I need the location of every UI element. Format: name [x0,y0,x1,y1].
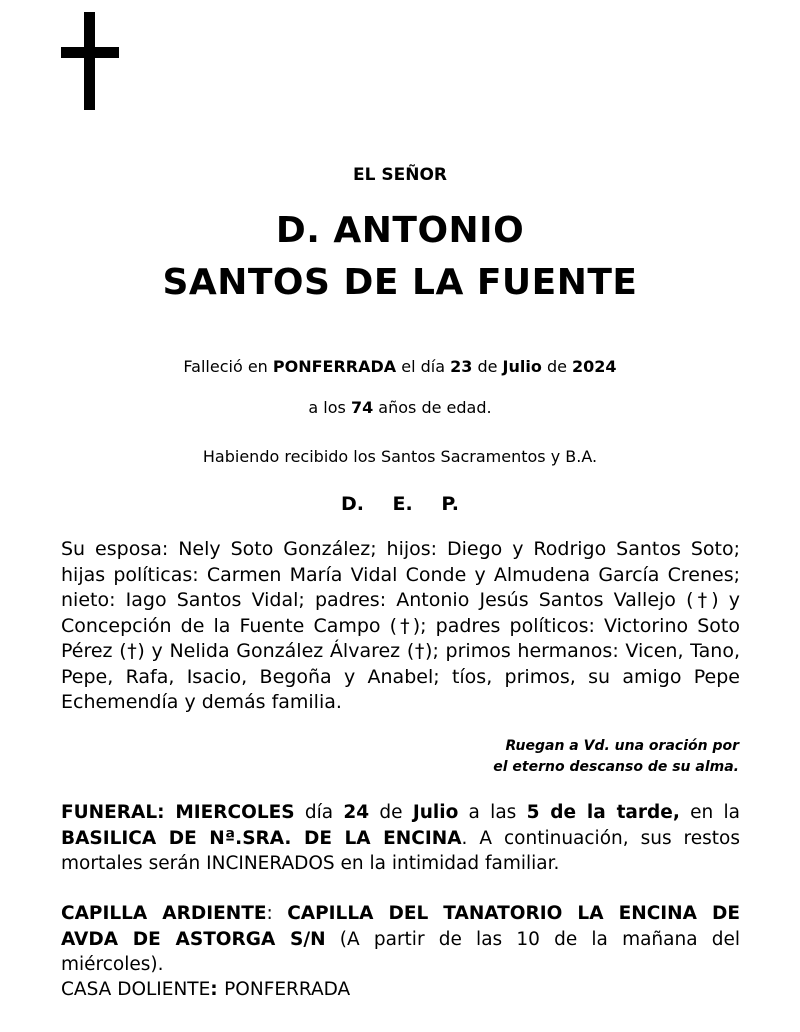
funeral-label: FUNERAL: MIERCOLES [61,802,295,823]
prayer-line1: Ruegan a Vd. una oración por [505,738,739,754]
funeral-place: BASILICA DE Nª.SRA. DE LA ENCINA [61,827,462,849]
house-label: CASA DOLIENTE [61,979,211,1000]
chapel-place: CAPILLA DEL TANATORIO LA ENCINA DE AVDA DE ASTORGA S/N [61,903,741,950]
death-line: Falleció en PONFERRADA el día 23 de Julio de 2024 [183,357,617,376]
funeral-paragraph: FUNERAL: MIERCOLES día 24 de Julio a las 5 de la tarde, en la BASILICA DE Nª.SRA. DE LA ENCINA. A continuación, sus restos mortales serán INCINERADOS en la intimidad familiar. [61,802,741,874]
family-paragraph: Su esposa: Nely Soto González; hijos: Diego y Rodrigo Santos Soto; hijas políticas: Carmen María Vidal Conde y Almudena García Crenes; nieto: Iago Santos Vidal; padres: Antonio Jesús Santos Vallejo (†) y Concepción de la Fuente Campo (†); padres políticos: Victorino Soto Pérez (†) y Nelida González Álvarez (†); primos hermanos: Vicen, Tano, Pepe, Rafa, Isacio, Begoña y Anabel; tíos, primos, su amigo Pepe Echemendía y demás familia. [61,538,740,713]
age-line: a los 74 años de edad. [308,398,492,417]
deceased-name-line1: D. ANTONIO [275,210,525,251]
deceased-name-line2: SANTOS DE LA FUENTE [162,262,638,303]
funeral-day: 24 [343,802,370,823]
death-month: Julio [502,357,542,376]
funeral-month: Julio [412,802,459,823]
death-year: 2024 [572,357,617,376]
sacraments-line: Habiendo recibido los Santos Sacramentos y B.A. [202,447,598,466]
death-place: PONFERRADA [272,357,397,376]
chapel-paragraph: CAPILLA ARDIENTE: CAPILLA DEL TANATORIO LA ENCINA DE AVDA DE ASTORGA S/N (A partir de las 10 de la mañana del miércoles). [61,903,741,975]
prayer-line2: el eterno descanso de su alma. [493,759,739,775]
latin-cross-icon [61,12,119,110]
chapel-note: (A partir de las 10 de la mañana del miércoles). [61,928,740,975]
house-line: CASA DOLIENTE: PONFERRADA [61,979,351,1000]
age-value: 74 [350,398,374,417]
house-place: PONFERRADA [224,979,351,1000]
chapel-label: CAPILLA ARDIENTE [61,903,267,924]
prayer-request [339,736,739,778]
title-prefix: EL SEÑOR [353,165,447,185]
death-day: 23 [450,357,473,376]
funeral-time: 5 de la tarde, [526,802,680,823]
dep-line: D. E. P. [340,493,460,515]
